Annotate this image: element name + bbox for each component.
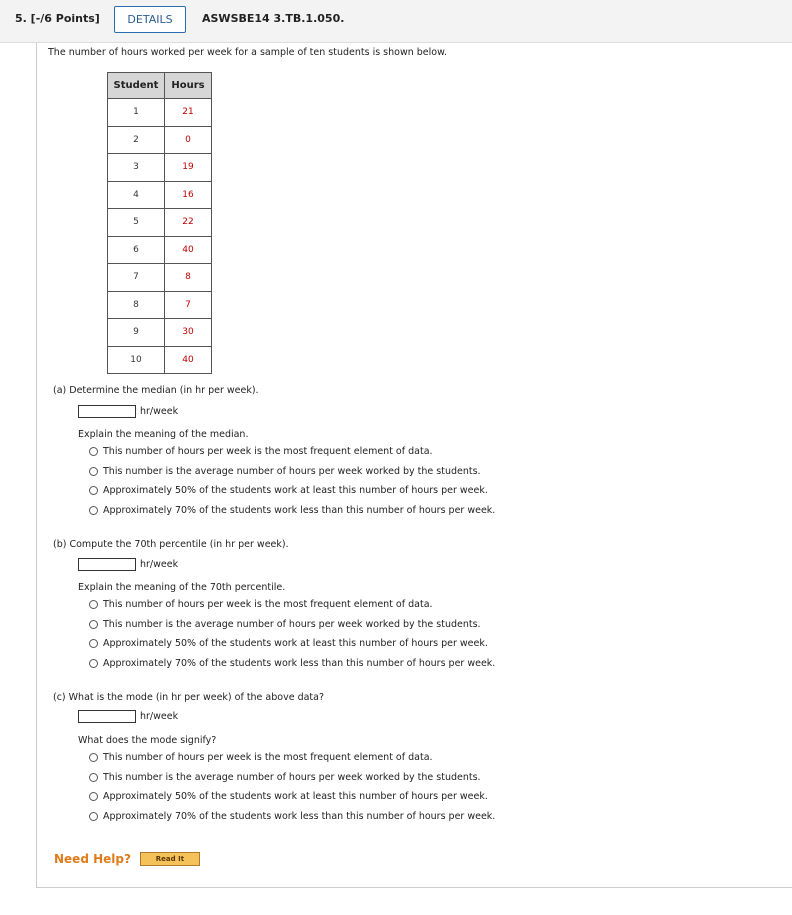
student-cell: 3 bbox=[108, 154, 165, 182]
table-row bbox=[108, 291, 212, 319]
table-row bbox=[108, 154, 212, 182]
part-a-option-2[interactable] bbox=[89, 466, 481, 477]
part-a-option-3[interactable] bbox=[89, 485, 488, 496]
part-b-option-1[interactable] bbox=[89, 599, 433, 610]
table-row bbox=[108, 319, 212, 347]
radio-button[interactable] bbox=[89, 600, 98, 609]
student-cell: 10 bbox=[108, 346, 165, 374]
part-a-answer-row bbox=[78, 404, 178, 418]
question-id: ASWSBE14 3.TB.1.050. bbox=[202, 12, 345, 25]
median-input[interactable] bbox=[78, 405, 136, 418]
option-label: Approximately 50% of the students work at least this number of hours per week. bbox=[103, 638, 488, 649]
radio-button[interactable] bbox=[89, 467, 98, 476]
option-label: This number is the average number of hours per week worked by the students. bbox=[103, 619, 481, 630]
hours-cell: 22 bbox=[165, 209, 212, 237]
hours-cell: 19 bbox=[165, 154, 212, 182]
table-row bbox=[108, 346, 212, 374]
hours-cell: 7 bbox=[165, 291, 212, 319]
part-b-option-2[interactable] bbox=[89, 619, 481, 630]
option-label: This number of hours per week is the most frequent element of data. bbox=[103, 599, 433, 610]
student-cell: 4 bbox=[108, 181, 165, 209]
part-b-explain: Explain the meaning of the 70th percentile. bbox=[78, 582, 286, 593]
radio-button[interactable] bbox=[89, 812, 98, 821]
student-cell: 2 bbox=[108, 126, 165, 154]
part-c-option-3[interactable] bbox=[89, 791, 488, 802]
option-label: This number is the average number of hours per week worked by the students. bbox=[103, 466, 481, 477]
radio-button[interactable] bbox=[89, 792, 98, 801]
need-help-label: Need Help? bbox=[54, 852, 131, 866]
part-b-unit: hr/week bbox=[140, 558, 179, 570]
part-c-option-1[interactable] bbox=[89, 752, 433, 763]
need-help-section bbox=[54, 852, 200, 866]
part-b-option-3[interactable] bbox=[89, 638, 488, 649]
table-header-student: Student bbox=[108, 73, 165, 99]
mode-input[interactable] bbox=[78, 710, 136, 723]
option-label: Approximately 70% of the students work less than this number of hours per week. bbox=[103, 811, 496, 822]
part-c-explain: What does the mode signify? bbox=[78, 735, 217, 746]
part-b-prompt: (b) Compute the 70th percentile (in hr per week). bbox=[53, 539, 289, 550]
radio-button[interactable] bbox=[89, 639, 98, 648]
question-header bbox=[0, 0, 792, 43]
hours-table bbox=[107, 72, 212, 374]
option-label: This number of hours per week is the most frequent element of data. bbox=[103, 752, 433, 763]
part-a-explain: Explain the meaning of the median. bbox=[78, 429, 249, 440]
table-header-hours: Hours bbox=[165, 73, 212, 99]
part-c-answer-row bbox=[78, 709, 178, 723]
question-points: 5. [-/6 Points] bbox=[15, 12, 100, 25]
radio-button[interactable] bbox=[89, 620, 98, 629]
hours-cell: 30 bbox=[165, 319, 212, 347]
part-c-option-2[interactable] bbox=[89, 772, 481, 783]
radio-button[interactable] bbox=[89, 659, 98, 668]
option-label: Approximately 50% of the students work at least this number of hours per week. bbox=[103, 791, 488, 802]
read-it-button[interactable]: Read It bbox=[140, 852, 200, 866]
table-row bbox=[108, 236, 212, 264]
table-row bbox=[108, 99, 212, 127]
radio-button[interactable] bbox=[89, 753, 98, 762]
hours-cell: 21 bbox=[165, 99, 212, 127]
option-label: Approximately 50% of the students work at least this number of hours per week. bbox=[103, 485, 488, 496]
table-row bbox=[108, 264, 212, 292]
radio-button[interactable] bbox=[89, 486, 98, 495]
table-row bbox=[108, 209, 212, 237]
student-cell: 9 bbox=[108, 319, 165, 347]
option-label: This number is the average number of hours per week worked by the students. bbox=[103, 772, 481, 783]
part-c-prompt: (c) What is the mode (in hr per week) of the above data? bbox=[53, 692, 325, 703]
student-cell: 1 bbox=[108, 99, 165, 127]
hours-cell: 40 bbox=[165, 236, 212, 264]
student-cell: 6 bbox=[108, 236, 165, 264]
part-b-option-4[interactable] bbox=[89, 658, 495, 669]
radio-button[interactable] bbox=[89, 506, 98, 515]
part-a-option-4[interactable] bbox=[89, 505, 495, 516]
hours-cell: 40 bbox=[165, 346, 212, 374]
part-a-unit: hr/week bbox=[140, 405, 179, 417]
radio-button[interactable] bbox=[89, 773, 98, 782]
hours-cell: 8 bbox=[165, 264, 212, 292]
hours-cell: 0 bbox=[165, 126, 212, 154]
part-c-option-4[interactable] bbox=[89, 811, 495, 822]
part-a-option-1[interactable] bbox=[89, 446, 433, 457]
option-label: Approximately 70% of the students work less than this number of hours per week. bbox=[103, 658, 496, 669]
student-cell: 8 bbox=[108, 291, 165, 319]
table-row bbox=[108, 126, 212, 154]
option-label: Approximately 70% of the students work less than this number of hours per week. bbox=[103, 505, 496, 516]
radio-button[interactable] bbox=[89, 447, 98, 456]
part-b-answer-row bbox=[78, 557, 178, 571]
question-intro: The number of hours worked per week for a sample of ten students is shown below. bbox=[48, 47, 448, 58]
part-c-unit: hr/week bbox=[140, 710, 179, 722]
percentile-input[interactable] bbox=[78, 558, 136, 571]
details-button[interactable]: DETAILS bbox=[114, 6, 186, 33]
student-cell: 7 bbox=[108, 264, 165, 292]
part-a-prompt: (a) Determine the median (in hr per week). bbox=[53, 385, 259, 396]
hours-cell: 16 bbox=[165, 181, 212, 209]
student-cell: 5 bbox=[108, 209, 165, 237]
option-label: This number of hours per week is the most frequent element of data. bbox=[103, 446, 433, 457]
table-row bbox=[108, 181, 212, 209]
